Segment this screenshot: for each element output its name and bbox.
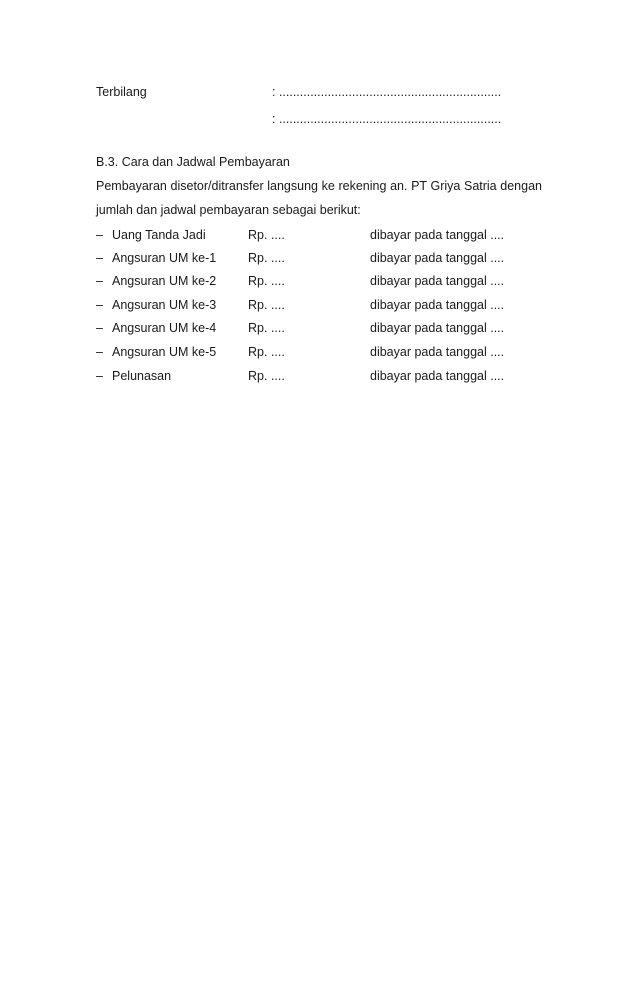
- schedule-amount: Rp. ....: [248, 298, 285, 312]
- schedule-due: dibayar pada tanggal ....: [370, 298, 505, 312]
- section-title: B.3. Cara dan Jadwal Pembayaran: [96, 155, 290, 169]
- schedule-due: dibayar pada tanggal ....: [370, 251, 505, 265]
- schedule-row: [96, 368, 542, 384]
- terbilang-label: Terbilang: [96, 85, 147, 99]
- schedule-due: dibayar pada tanggal ....: [370, 228, 505, 242]
- schedule-item: Uang Tanda Jadi: [112, 228, 206, 242]
- schedule-item: Angsuran UM ke-3: [112, 298, 217, 312]
- schedule-item: Angsuran UM ke-4: [112, 321, 217, 335]
- terbilang-blank-line-1: : ................................................................: [272, 85, 502, 99]
- schedule-amount: Rp. ....: [248, 228, 285, 242]
- schedule-item: Angsuran UM ke-2: [112, 274, 217, 288]
- schedule-item: Angsuran UM ke-5: [112, 345, 217, 359]
- schedule-item: Pelunasan: [112, 369, 172, 383]
- paragraph-line-2: jumlah dan jadwal pembayaran sebagai berikut:: [96, 203, 361, 217]
- list-dash: –: [96, 345, 103, 359]
- schedule-row: [96, 344, 542, 360]
- list-dash: –: [96, 274, 103, 288]
- schedule-row: [96, 297, 542, 313]
- schedule-due: dibayar pada tanggal ....: [370, 345, 505, 359]
- schedule-due: dibayar pada tanggal ....: [370, 369, 505, 383]
- schedule-due: dibayar pada tanggal ....: [370, 321, 505, 335]
- list-dash: –: [96, 321, 103, 335]
- schedule-item: Angsuran UM ke-1: [112, 251, 217, 265]
- schedule-amount: Rp. ....: [248, 345, 285, 359]
- schedule-row: [96, 273, 542, 289]
- schedule-row: [96, 250, 542, 266]
- list-dash: –: [96, 298, 103, 312]
- schedule-amount: Rp. ....: [248, 274, 285, 288]
- list-dash: –: [96, 369, 103, 383]
- schedule-due: dibayar pada tanggal ....: [370, 274, 505, 288]
- schedule-amount: Rp. ....: [248, 321, 285, 335]
- terbilang-blank-line-2: : ................................................................: [272, 112, 502, 126]
- schedule-amount: Rp. ....: [248, 369, 285, 383]
- schedule-row: [96, 227, 542, 243]
- list-dash: –: [96, 251, 103, 265]
- list-dash: –: [96, 228, 103, 242]
- schedule-amount: Rp. ....: [248, 251, 285, 265]
- schedule-row: [96, 320, 542, 336]
- paragraph-line-1: Pembayaran disetor/ditransfer langsung ke rekening an. PT Griya Satria dengan: [96, 179, 542, 193]
